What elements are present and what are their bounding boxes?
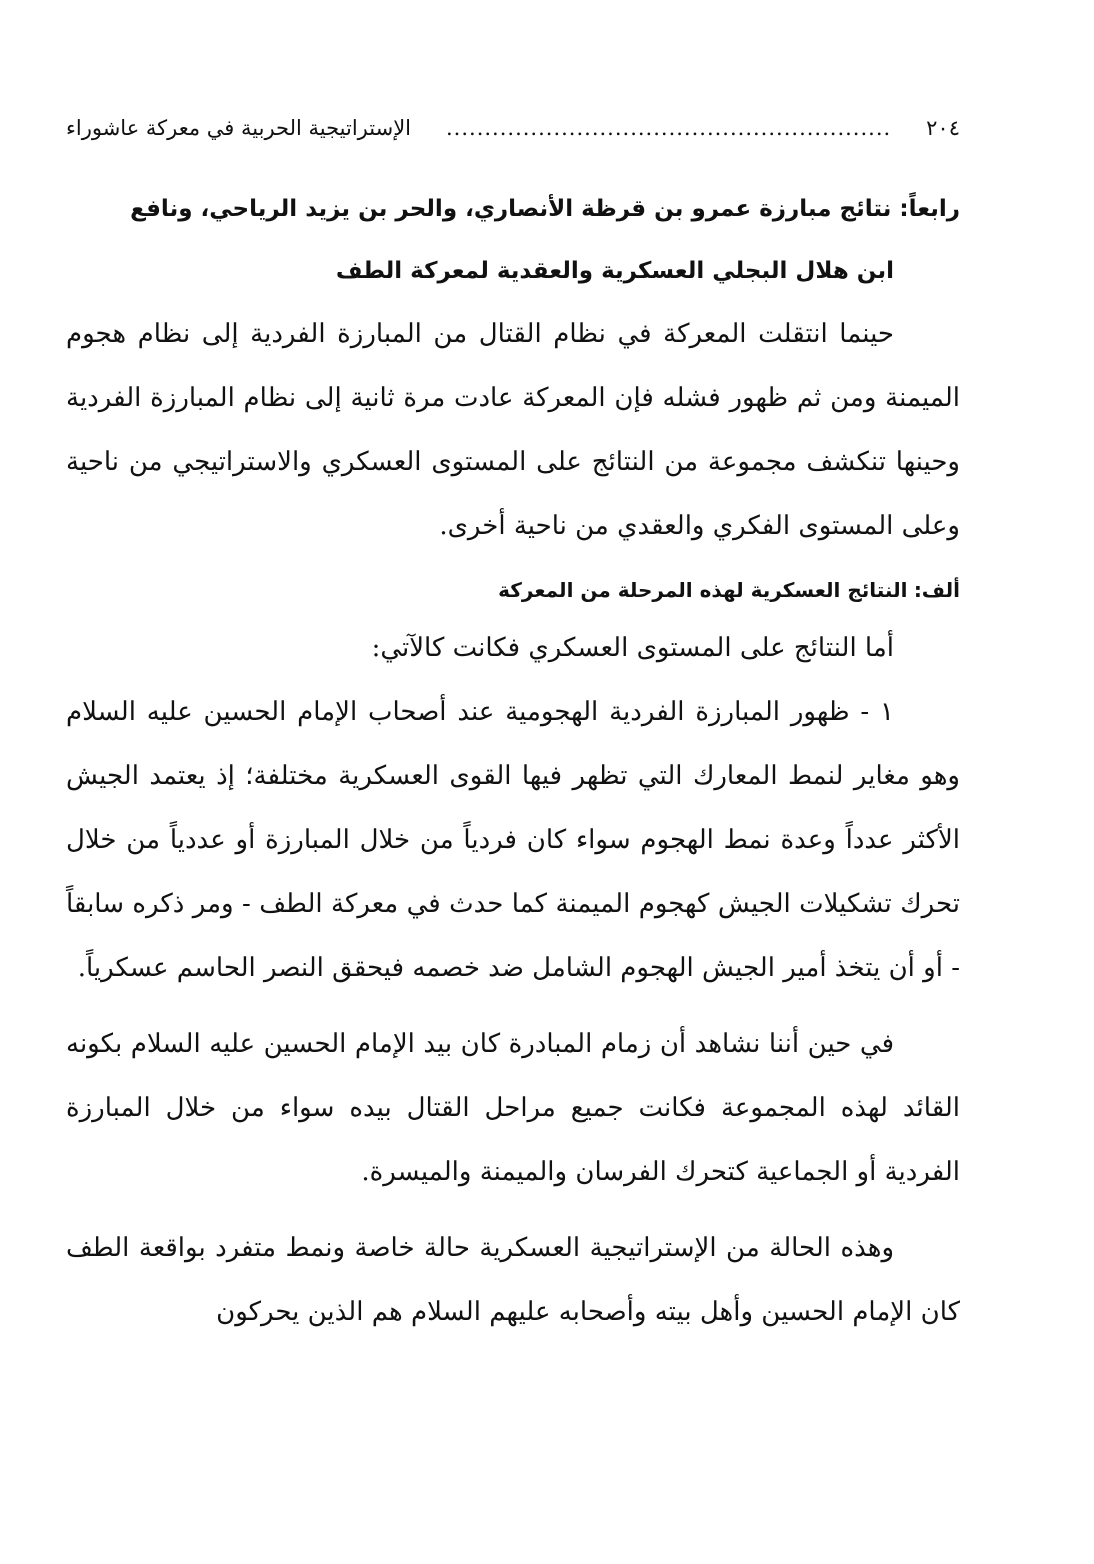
page-number: ٢٠٤	[926, 116, 960, 140]
paragraph-gap	[66, 1000, 960, 1012]
section-heading-line-1: رابعاً: نتائج مبارزة عمرو بن قرظة الأنصاري، والحر بن يزيد الرياحي، ونافع	[130, 196, 960, 222]
header-leader-dots: ..........................................................	[446, 116, 892, 140]
running-header	[66, 116, 960, 150]
section-heading	[66, 178, 960, 302]
page-body	[66, 178, 960, 1344]
paragraph-military-results-lead: أما النتائج على المستوى العسكري فكانت كالآتي:	[371, 633, 894, 663]
paragraph-intro: حينما انتقلت المعركة في نظام القتال من المبارزة الفردية إلى نظام هجوم الميمنة ومن ثم ظهور فشله فإن المعركة عادت مرة ثانية إلى نظام المبارزة الفردية وحينها تنكشف مجموعة من النتائج على المستوى العسكري والاستراتيجي من ناحية وعلى المستوى الفكري والعقدي من ناحية أخرى.	[66, 319, 960, 541]
book-title: الإستراتيجية الحربية في معركة عاشوراء	[66, 116, 412, 140]
paragraph-point-1: ١ - ظهور المبارزة الفردية الهجومية عند أصحاب الإمام الحسين عليه السلام وهو مغاير لنمط المعارك التي تظهر فيها القوى العسكرية مختلفة؛ إذ يعتمد الجيش الأكثر عدداً وعدة نمط الهجوم سواء كان فردياً من خلال المبارزة أو عددياً من خلال تحرك تشكيلات الجيش كهجوم الميمنة كما حدث في معركة الطف - ومر ذكره سابقاً - أو أن يتخذ أمير الجيش الهجوم الشامل ضد خصمه فيحقق النصر الحاسم عسكرياً.	[66, 697, 960, 983]
section-heading-line-2: ابن هلال البجلي العسكرية والعقدية لمعركة الطف	[335, 258, 894, 284]
paragraph-gap	[66, 1204, 960, 1216]
sub-heading-label: ألف:	[913, 578, 960, 602]
sub-heading-title: النتائج العسكرية لهذه المرحلة من المعركة	[498, 578, 908, 602]
paragraph-initiative: في حين أننا نشاهد أن زمام المبادرة كان بيد الإمام الحسين عليه السلام بكونه القائد لهذه المجموعة فكانت جميع مراحل القتال بيده سواء من خلال المبارزة الفردية أو الجماعية كتحرك الفرسان والميمنة والميسرة.	[66, 1029, 960, 1187]
sub-heading	[66, 564, 960, 616]
paragraph-strategy: وهذه الحالة من الإستراتيجية العسكرية حالة خاصة ونمط متفرد بواقعة الطف كان الإمام الحسين وأهل بيته وأصحابه عليهم السلام هم الذين يحركون	[66, 1233, 960, 1327]
